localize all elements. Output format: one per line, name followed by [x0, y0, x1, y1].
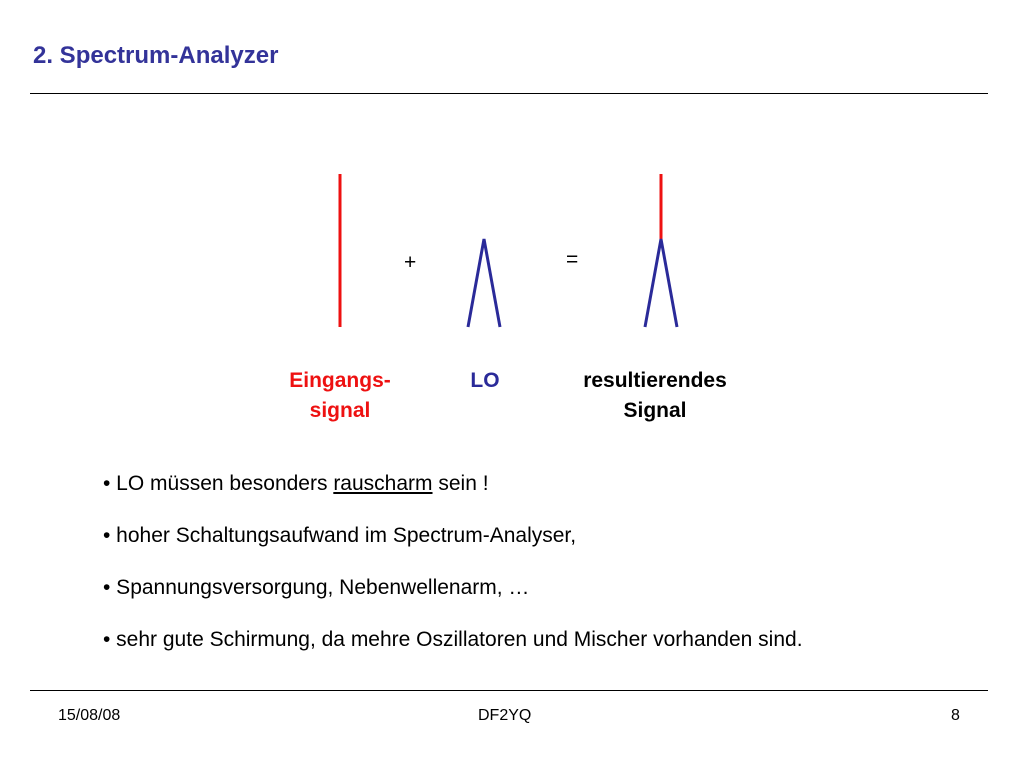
bullet-item: • sehr gute Schirmung, da mehre Oszillatoren und Mischer vorhanden sind. — [103, 628, 803, 651]
result-signal-label-line1: resultierendes — [583, 369, 727, 392]
bullet-text: • LO müssen besonders — [103, 472, 334, 495]
bullet-list — [103, 470, 803, 678]
lo-label: LO — [470, 369, 500, 392]
equals-sign: = — [566, 248, 579, 271]
result-signal-label — [555, 366, 755, 426]
input-signal-label — [270, 366, 410, 426]
result-spectrum-shape — [645, 239, 677, 327]
footer-date: 15/08/08 — [58, 707, 121, 724]
result-signal-label-line2: Signal — [623, 399, 687, 422]
bullet-item: • hoher Schaltungsaufwand im Spectrum-Analyser, — [103, 524, 577, 547]
slide-title: 2. Spectrum-Analyzer — [33, 42, 279, 69]
plus-sign: + — [404, 251, 417, 274]
footer-author: DF2YQ — [478, 707, 532, 724]
page-number: 8 — [951, 707, 960, 724]
underlined-term: rauscharm — [333, 472, 433, 495]
footer-divider — [30, 690, 988, 691]
lo-spectrum-shape — [468, 239, 500, 327]
bullet-item — [103, 470, 803, 497]
input-signal-label-line2: signal — [309, 399, 371, 422]
bullet-text: sein ! — [432, 472, 489, 495]
input-signal-label-line1: Eingangs- — [289, 369, 391, 392]
bullet-item: • Spannungsversorgung, Nebenwellenarm, … — [103, 576, 530, 599]
